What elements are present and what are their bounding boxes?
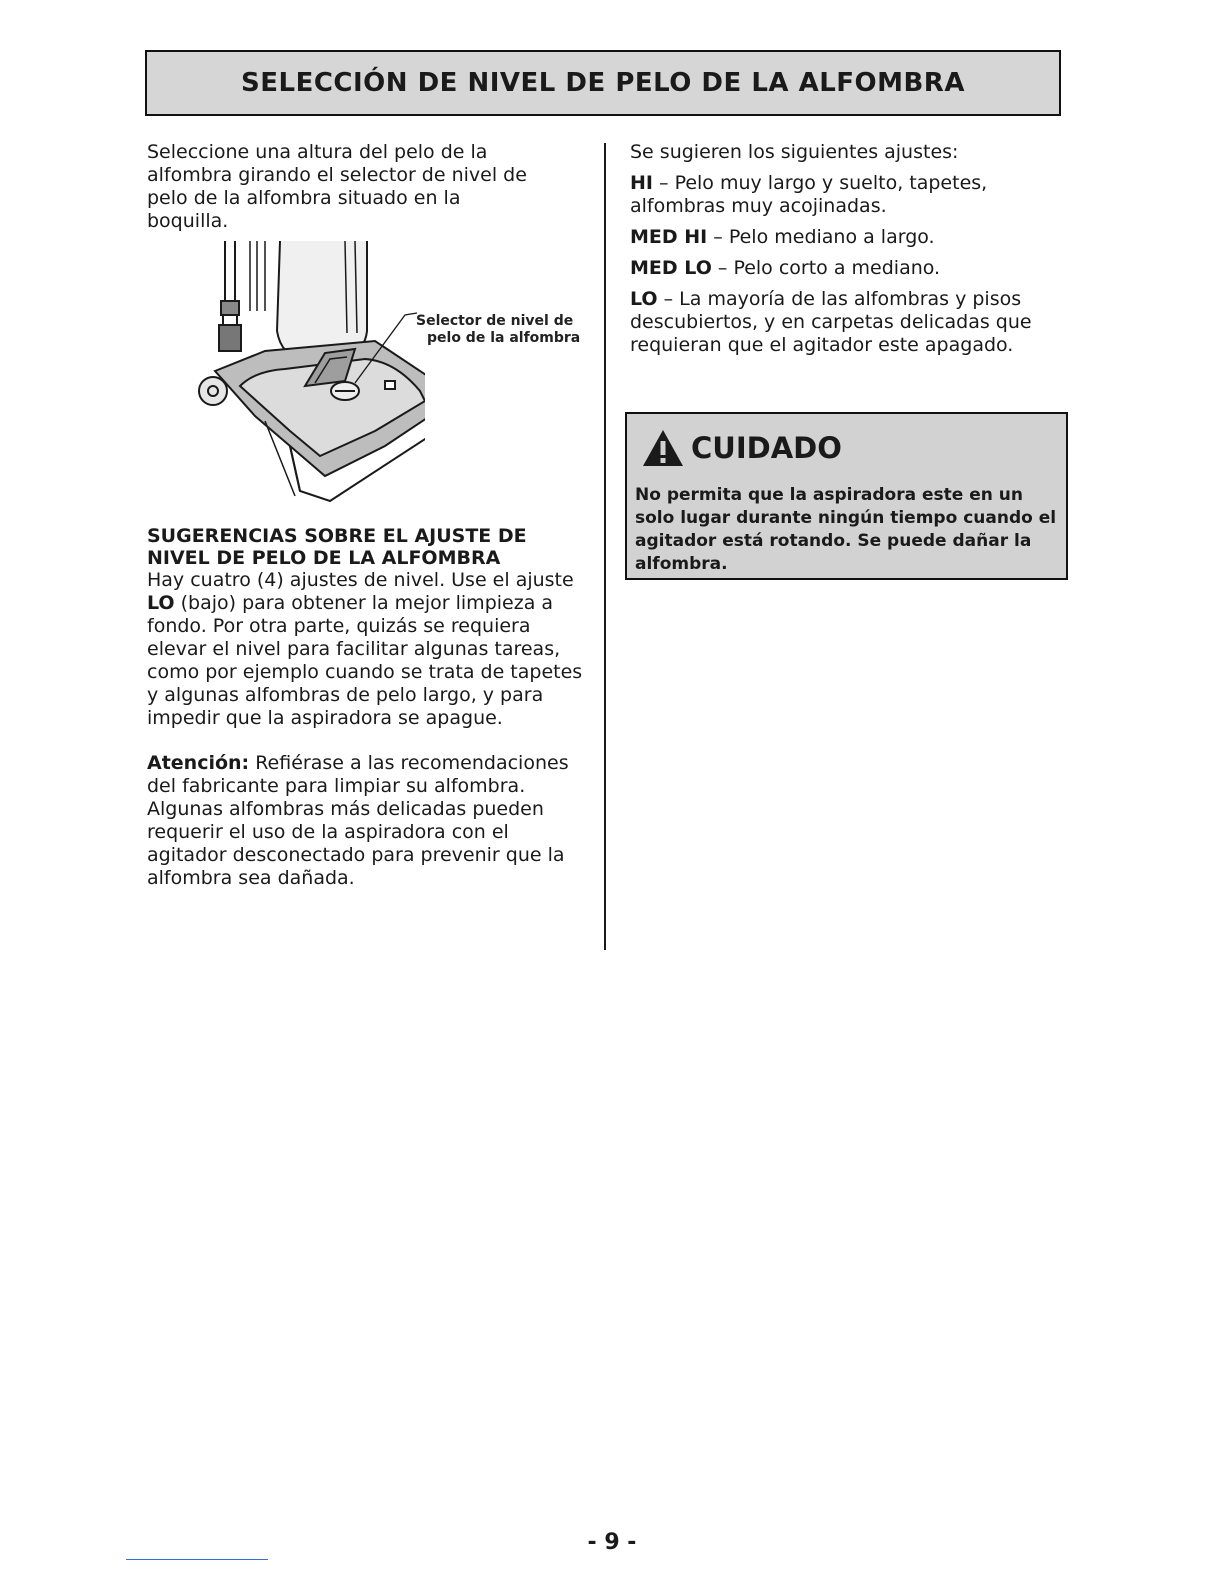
page-title: SELECCIÓN DE NIVEL DE PELO DE LA ALFOMBRA [241, 68, 965, 98]
tips-paragraph [147, 569, 592, 730]
caution-text: No permita que la aspiradora este en un solo lugar durante ningún tiempo cuando el agitador está rotando. Se puede dañar la alfombra. [635, 485, 1057, 574]
page-number: - 9 - [587, 1530, 637, 1555]
selector-callout-label [416, 313, 580, 347]
attention-paragraph [147, 752, 592, 890]
setting-text: – Pelo muy largo y suelto, tapetes, alfombras muy acojinadas. [630, 172, 988, 217]
setting-hi [630, 172, 1070, 218]
tips-heading: SUGERENCIAS SOBRE EL AJUSTE DE NIVEL DE PELO DE LA ALFOMBRA [147, 525, 527, 569]
tips-text-2: (bajo) para obtener la mejor limpieza a fondo. Por otra parte, quizás se requiera elevar el nivel para facilitar algunas tareas, como por ejemplo cuando se trata de tapetes y algunas alfombras de pelo largo, y para impedir que la aspiradora se apague. [147, 592, 583, 729]
setting-lo [630, 288, 1070, 357]
setting-med-lo [630, 257, 1070, 280]
suggest-intro: Se sugieren los siguientes ajustes: [630, 141, 959, 163]
column-divider [604, 143, 606, 950]
vacuum-nozzle-illustration [195, 241, 425, 503]
setting-label: MED HI [630, 226, 708, 248]
setting-text: – La mayoría de las alfombras y pisos descubiertos, y en carpetas delicadas que requieran que el agitador este apagado. [630, 288, 1032, 356]
setting-label: MED LO [630, 257, 712, 279]
setting-text: – Pelo mediano a largo. [707, 226, 935, 248]
setting-text: – Pelo corto a mediano. [711, 257, 941, 279]
attention-text: Refiérase a las recomendaciones del fabricante para limpiar su alfombra. Algunas alfombras más delicadas pueden requerir el uso de la aspiradora con el agitador desconectado para prevenir que la alfombra sea dañada. [147, 752, 569, 889]
attention-label: Atención: [147, 752, 250, 774]
caution-header [641, 428, 842, 468]
caution-box [625, 412, 1068, 580]
callout-line-2: pelo de la alfombra [427, 330, 581, 346]
footer-rule [126, 1559, 268, 1560]
left-column [147, 141, 592, 890]
callout-line-1: Selector de nivel de [416, 313, 574, 329]
right-column [630, 141, 1070, 365]
setting-label: HI [630, 172, 653, 194]
title-box [145, 50, 1061, 116]
tips-lo-label: LO [147, 592, 175, 614]
intro-paragraph: Seleccione una altura del pelo de la alfombra girando el selector de nivel de pelo de la alfombra situado en la boquilla. [147, 141, 527, 232]
warning-triangle-icon [641, 428, 685, 468]
caution-heading: CUIDADO [691, 431, 842, 465]
setting-label: LO [630, 288, 658, 310]
setting-med-hi [630, 226, 1070, 249]
vacuum-figure [147, 241, 592, 509]
tips-text-1: Hay cuatro (4) ajustes de nivel. Use el ajuste [147, 569, 574, 591]
